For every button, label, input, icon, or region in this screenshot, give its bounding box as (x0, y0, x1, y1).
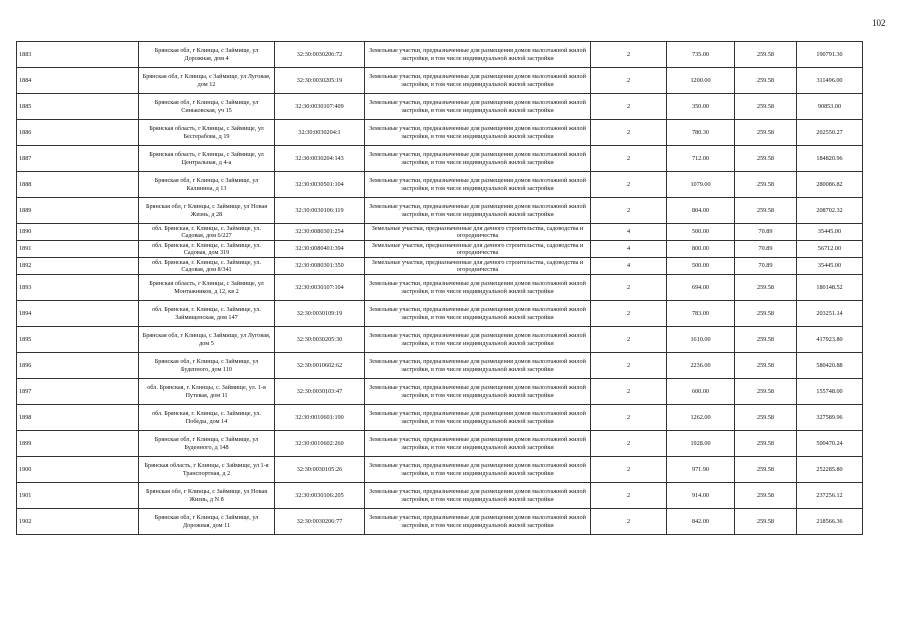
table-row (17, 327, 863, 353)
specific-value-cell: 259.58 (735, 509, 797, 535)
cadastral-value-cell: 311496.00 (797, 68, 863, 94)
address-cell: Брянская область, г Клинцы, с Займище, ул Монтажников, д 12, кв 2 (139, 275, 275, 301)
area-cell: 1610.00 (667, 327, 735, 353)
cadastral-number-cell: 32:30:0030109:19 (275, 301, 365, 327)
cadastral-number-cell: 32:30:0030206:77 (275, 509, 365, 535)
cadastral-number-cell: 32:30:0030501:104 (275, 172, 365, 198)
table-row (17, 483, 863, 509)
specific-value-cell: 259.58 (735, 457, 797, 483)
address-cell: обл. Брянская, г. Клинцы, с. Займище, ул. Садовая, дом 319 (139, 241, 275, 258)
table-row (17, 94, 863, 120)
permitted-use-cell: Земельные участки, предназначенные для размещения домов малоэтажной жилой застройки, в том числе индивидуальной жилой застройки (365, 68, 591, 94)
permitted-use-cell: Земельные участки, предназначенные для дачного строительства, садоводства и огородничества (365, 224, 591, 241)
cadastral-value-cell: 327589.96 (797, 405, 863, 431)
specific-value-cell: 259.58 (735, 68, 797, 94)
specific-value-cell: 70.89 (735, 258, 797, 275)
area-cell: 1262.00 (667, 405, 735, 431)
table-row (17, 42, 863, 68)
cadastral-value-cell: 252285.80 (797, 457, 863, 483)
group-code-cell: 2 (591, 379, 667, 405)
area-cell: 914.00 (667, 483, 735, 509)
address-cell: Брянская обл, г Клинцы, с Займище, ул Буденного, д 148 (139, 431, 275, 457)
row-number: 1886 (17, 120, 139, 146)
cadastral-number-cell: 32:30:0030204:143 (275, 146, 365, 172)
cadastral-number-cell: 32:30:0010601:190 (275, 405, 365, 431)
permitted-use-cell: Земельные участки, предназначенные для размещения домов малоэтажной жилой застройки, в том числе индивидуальной жилой застройки (365, 353, 591, 379)
specific-value-cell: 259.58 (735, 431, 797, 457)
row-number: 1892 (17, 258, 139, 275)
area-cell: 1200.00 (667, 68, 735, 94)
row-number: 1885 (17, 94, 139, 120)
cadastral-value-cell: 35445.00 (797, 224, 863, 241)
cadastral-number-cell: 32:30:0030106:119 (275, 198, 365, 224)
specific-value-cell: 259.58 (735, 120, 797, 146)
cadastral-number-cell: 32:30:0030107:409 (275, 94, 365, 120)
cadastral-number-cell: 32:30:0030205:19 (275, 68, 365, 94)
group-code-cell: 2 (591, 120, 667, 146)
row-number: 1899 (17, 431, 139, 457)
area-cell: 1928.00 (667, 431, 735, 457)
specific-value-cell: 259.58 (735, 405, 797, 431)
row-number: 1898 (17, 405, 139, 431)
cadastral-number-cell: 32:30:0010602:62 (275, 353, 365, 379)
specific-value-cell: 259.58 (735, 327, 797, 353)
cadastral-value-cell: 184820.96 (797, 146, 863, 172)
page-number: 102 (872, 18, 886, 28)
row-number: 1887 (17, 146, 139, 172)
cadastral-value-cell: 580420.88 (797, 353, 863, 379)
area-cell: 842.00 (667, 509, 735, 535)
row-number: 1883 (17, 42, 139, 68)
address-cell: Брянская обл, г Клинцы, с Займище, ул Новая Жизнь, д N 8 (139, 483, 275, 509)
group-code-cell: 2 (591, 172, 667, 198)
row-number: 1897 (17, 379, 139, 405)
area-cell: 804.00 (667, 198, 735, 224)
permitted-use-cell: Земельные участки, предназначенные для размещения домов малоэтажной жилой застройки, в том числе индивидуальной жилой застройки (365, 379, 591, 405)
cadastral-value-cell: 35445.00 (797, 258, 863, 275)
row-number: 1900 (17, 457, 139, 483)
table-row (17, 172, 863, 198)
cadastral-number-cell: 32:30:0010602:260 (275, 431, 365, 457)
group-code-cell: 2 (591, 94, 667, 120)
permitted-use-cell: Земельные участки, предназначенные для размещения домов малоэтажной жилой застройки, в том числе индивидуальной жилой застройки (365, 327, 591, 353)
permitted-use-cell: Земельные участки, предназначенные для размещения домов малоэтажной жилой застройки, в том числе индивидуальной жилой застройки (365, 457, 591, 483)
cadastral-number-cell: 32:30:0030106:205 (275, 483, 365, 509)
area-cell: 735.00 (667, 42, 735, 68)
address-cell: Брянская обл, г Клинцы, с Займище, ул Луговая, дом 5 (139, 327, 275, 353)
specific-value-cell: 259.58 (735, 146, 797, 172)
address-cell: Брянская обл, г Клинцы, с Займище, ул Будепного, дом 110 (139, 353, 275, 379)
address-cell: обл. Брянская, г. Клинцы, с. Займище, ул. Садовая, дом 8/341 (139, 258, 275, 275)
area-cell: 694.00 (667, 275, 735, 301)
specific-value-cell: 259.58 (735, 483, 797, 509)
land-valuation-table (16, 41, 863, 535)
specific-value-cell: 259.58 (735, 301, 797, 327)
group-code-cell: 4 (591, 224, 667, 241)
row-number: 1884 (17, 68, 139, 94)
cadastral-number-cell: 32:30:0030107:104 (275, 275, 365, 301)
permitted-use-cell: Земельные участки, предназначенные для дачного строительства, садоводства и огородничества (365, 258, 591, 275)
row-number: 1895 (17, 327, 139, 353)
area-cell: 600.00 (667, 379, 735, 405)
address-cell: Брянская обл, г Клинцы, с Займище, ул Новая Жизнь, д 28 (139, 198, 275, 224)
row-number: 1888 (17, 172, 139, 198)
permitted-use-cell: Земельные участки, предназначенные для размещения домов малоэтажной жилой застройки, в том числе индивидуальной жилой застройки (365, 120, 591, 146)
group-code-cell: 2 (591, 509, 667, 535)
group-code-cell: 2 (591, 483, 667, 509)
group-code-cell: 2 (591, 405, 667, 431)
cadastral-value-cell: 180148.52 (797, 275, 863, 301)
table-row (17, 405, 863, 431)
area-cell: 780.30 (667, 120, 735, 146)
area-cell: 800.00 (667, 241, 735, 258)
permitted-use-cell: Земельные участки, предназначенные для размещения домов малоэтажной жилой застройки, в том числе индивидуальной жилой застройки (365, 509, 591, 535)
cadastral-number-cell: 32:30:0030105:26 (275, 457, 365, 483)
specific-value-cell: 259.58 (735, 353, 797, 379)
group-code-cell: 2 (591, 431, 667, 457)
group-code-cell: 2 (591, 68, 667, 94)
row-number: 1891 (17, 241, 139, 258)
cadastral-number-cell: 32:30:0030204:1 (275, 120, 365, 146)
table-row (17, 275, 863, 301)
cadastral-value-cell: 202550.27 (797, 120, 863, 146)
table-row (17, 353, 863, 379)
address-cell: Брянская обл, г Клинцы, с Займище, ул Дорожная, дом 4 (139, 42, 275, 68)
cadastral-number-cell: 32:30:0080301:350 (275, 258, 365, 275)
area-cell: 350.00 (667, 94, 735, 120)
permitted-use-cell: Земельные участки, предназначенные для размещения домов малоэтажной жилой застройки, в том числе индивидуальной жилой застройки (365, 146, 591, 172)
permitted-use-cell: Земельные участки, предназначенные для размещения домов малоэтажной жилой застройки, в том числе индивидуальной жилой застройки (365, 483, 591, 509)
specific-value-cell: 259.58 (735, 198, 797, 224)
cadastral-value-cell: 203251.14 (797, 301, 863, 327)
specific-value-cell: 259.58 (735, 172, 797, 198)
cadastral-number-cell: 32:30:0030103:47 (275, 379, 365, 405)
table-row (17, 120, 863, 146)
area-cell: 971.90 (667, 457, 735, 483)
group-code-cell: 4 (591, 258, 667, 275)
row-number: 1896 (17, 353, 139, 379)
address-cell: обл. Брянская, г. Клинцы, с. Займище, ул. Садовая, дом 6/227 (139, 224, 275, 241)
table-row (17, 224, 863, 241)
table-row (17, 431, 863, 457)
specific-value-cell: 259.58 (735, 94, 797, 120)
table-row (17, 457, 863, 483)
table-row (17, 509, 863, 535)
area-cell: 2236.00 (667, 353, 735, 379)
group-code-cell: 2 (591, 457, 667, 483)
cadastral-value-cell: 56712.00 (797, 241, 863, 258)
address-cell: Брянская обл, г Клинцы, с Займище, ул Синьковская, уч 15 (139, 94, 275, 120)
cadastral-value-cell: 417923.80 (797, 327, 863, 353)
row-number: 1889 (17, 198, 139, 224)
group-code-cell: 2 (591, 353, 667, 379)
table-row (17, 258, 863, 275)
cadastral-value-cell: 155748.00 (797, 379, 863, 405)
area-cell: 500.00 (667, 224, 735, 241)
group-code-cell: 2 (591, 42, 667, 68)
row-number: 1890 (17, 224, 139, 241)
address-cell: Брянская обл, г Клинцы, с Займище, ул Дорожная, дом 11 (139, 509, 275, 535)
address-cell: обл. Брянская, г. Клинцы, с. Займище, ул. Победы, дом 14 (139, 405, 275, 431)
cadastral-value-cell: 208702.32 (797, 198, 863, 224)
table-row (17, 379, 863, 405)
group-code-cell: 2 (591, 198, 667, 224)
group-code-cell: 2 (591, 327, 667, 353)
table-body (17, 42, 863, 535)
table-row (17, 146, 863, 172)
address-cell: Брянская обл, г Клинцы, с Займище, ул Калинина, д 13 (139, 172, 275, 198)
table-row (17, 68, 863, 94)
address-cell: обл. Брянская, г. Клинцы, с. Займище, ул. Займищенская, дом 147 (139, 301, 275, 327)
cadastral-value-cell: 190791.30 (797, 42, 863, 68)
cadastral-value-cell: 218566.36 (797, 509, 863, 535)
permitted-use-cell: Земельные участки, предназначенные для размещения домов малоэтажной жилой застройки, в том числе индивидуальной жилой застройки (365, 172, 591, 198)
address-cell: Брянская обл, г Клинцы, с Займище, ул Луговая, дом 12 (139, 68, 275, 94)
row-number: 1893 (17, 275, 139, 301)
permitted-use-cell: Земельные участки, предназначенные для размещения домов малоэтажной жилой застройки, в том числе индивидуальной жилой застройки (365, 42, 591, 68)
address-cell: Брянская область, г Клинцы, с Займище, ул 1-я Транспортная, д 2 (139, 457, 275, 483)
area-cell: 500.00 (667, 258, 735, 275)
group-code-cell: 2 (591, 275, 667, 301)
permitted-use-cell: Земельные участки, предназначенные для дачного строительства, садоводства и огородничества (365, 241, 591, 258)
specific-value-cell: 259.58 (735, 379, 797, 405)
group-code-cell: 2 (591, 146, 667, 172)
permitted-use-cell: Земельные участки, предназначенные для размещения домов малоэтажной жилой застройки, в том числе индивидуальной жилой застройки (365, 431, 591, 457)
specific-value-cell: 70.89 (735, 241, 797, 258)
address-cell: обл. Брянская, г. Клинцы, с. Займище, ул. 1-я Путевая, дом 11 (139, 379, 275, 405)
cadastral-value-cell: 500470.24 (797, 431, 863, 457)
cadastral-value-cell: 280086.82 (797, 172, 863, 198)
permitted-use-cell: Земельные участки, предназначенные для размещения домов малоэтажной жилой застройки, в том числе индивидуальной жилой застройки (365, 301, 591, 327)
specific-value-cell: 70.89 (735, 224, 797, 241)
cadastral-number-cell: 32:30:0080301:254 (275, 224, 365, 241)
address-cell: Брянская область, г Клинцы, с Займище, ул Центральная, д 4-а (139, 146, 275, 172)
permitted-use-cell: Земельные участки, предназначенные для размещения домов малоэтажной жилой застройки, в том числе индивидуальной жилой застройки (365, 275, 591, 301)
table-row (17, 198, 863, 224)
address-cell: Брянская область, г Клинцы, с Займище, ул Бесгерабова, д 19 (139, 120, 275, 146)
specific-value-cell: 259.58 (735, 42, 797, 68)
row-number: 1901 (17, 483, 139, 509)
permitted-use-cell: Земельные участки, предназначенные для размещения домов малоэтажной жилой застройки, в том числе индивидуальной жилой застройки (365, 198, 591, 224)
cadastral-value-cell: 237256.12 (797, 483, 863, 509)
area-cell: 1079.00 (667, 172, 735, 198)
row-number: 1902 (17, 509, 139, 535)
area-cell: 712.00 (667, 146, 735, 172)
permitted-use-cell: Земельные участки, предназначенные для размещения домов малоэтажной жилой застройки, в том числе индивидуальной жилой застройки (365, 405, 591, 431)
group-code-cell: 4 (591, 241, 667, 258)
cadastral-number-cell: 32:30:0080401:394 (275, 241, 365, 258)
cadastral-number-cell: 32:30:0030206:72 (275, 42, 365, 68)
table-row (17, 241, 863, 258)
cadastral-value-cell: 90853.00 (797, 94, 863, 120)
table-row (17, 301, 863, 327)
specific-value-cell: 259.58 (735, 275, 797, 301)
area-cell: 783.00 (667, 301, 735, 327)
row-number: 1894 (17, 301, 139, 327)
permitted-use-cell: Земельные участки, предназначенные для размещения домов малоэтажной жилой застройки, в том числе индивидуальной жилой застройки (365, 94, 591, 120)
cadastral-number-cell: 32:30:0030205:30 (275, 327, 365, 353)
group-code-cell: 2 (591, 301, 667, 327)
